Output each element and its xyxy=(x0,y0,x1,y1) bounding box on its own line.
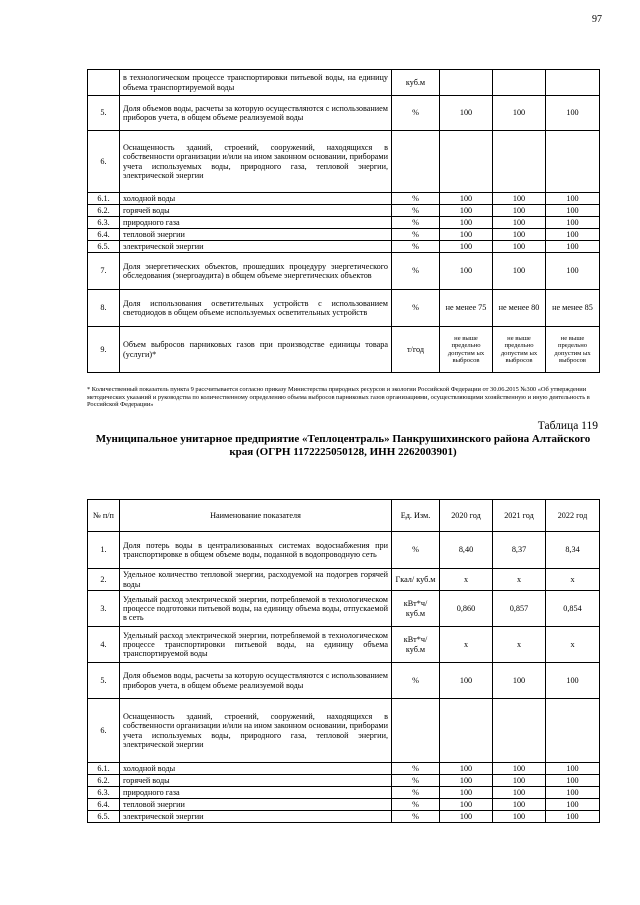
table-row xyxy=(88,787,600,799)
value-2021 xyxy=(493,131,546,193)
value-2022: 100 xyxy=(546,229,600,241)
table-row xyxy=(88,811,600,823)
unit-cell: % xyxy=(392,799,440,811)
table-row xyxy=(88,569,600,591)
value-2022: 100 xyxy=(546,193,600,205)
table-row xyxy=(88,217,600,229)
row-number: 6.4. xyxy=(88,799,120,811)
value-2022: х xyxy=(546,569,600,591)
value-2020: 100 xyxy=(440,205,493,217)
table-title: Муниципальное унитарное предприятие «Теплоцентраль» Панкрушихинского района Алтайского края (ОГРН 1172225050128, ИНН 2262003901) xyxy=(95,433,591,458)
value-2021: 100 xyxy=(493,241,546,253)
value-2020: 100 xyxy=(440,787,493,799)
value-2021: 100 xyxy=(493,763,546,775)
unit-cell: т/год xyxy=(392,327,440,373)
value-2020: 0,860 xyxy=(440,591,493,627)
value-2022: 8,34 xyxy=(546,532,600,569)
row-number: 6. xyxy=(88,131,120,193)
page-number: 97 xyxy=(592,14,602,25)
table-row xyxy=(88,775,600,787)
value-2022: 100 xyxy=(546,241,600,253)
table-row xyxy=(88,591,600,627)
unit-cell: % xyxy=(392,775,440,787)
value-2022: не выше предельно допустим ых выбросов xyxy=(546,327,600,373)
value-2021: 100 xyxy=(493,193,546,205)
value-2020: не выше предельно допустим ых выбросов xyxy=(440,327,493,373)
indicator-name: электрической энергии xyxy=(120,811,392,823)
value-2021: 100 xyxy=(493,253,546,290)
value-2020: х xyxy=(440,627,493,663)
unit-cell: % xyxy=(392,96,440,131)
row-number: 3. xyxy=(88,591,120,627)
unit-cell: % xyxy=(392,532,440,569)
indicator-name: горячей воды xyxy=(120,205,392,217)
row-number: 6.1. xyxy=(88,763,120,775)
unit-cell: % xyxy=(392,205,440,217)
value-2021: 100 xyxy=(493,787,546,799)
value-2020: не менее 75 xyxy=(440,290,493,327)
indicator-name: холодной воды xyxy=(120,763,392,775)
value-2020: 100 xyxy=(440,193,493,205)
value-2022 xyxy=(546,70,600,96)
indicator-name: Доля объемов воды, расчеты за которую осуществляются с использованием приборов учета, в общем объеме реализуемой воды xyxy=(120,96,392,131)
value-2022 xyxy=(546,699,600,763)
unit-cell xyxy=(392,699,440,763)
indicator-name: Доля энергетических объектов, прошедших процедуру энергетического обследования (энергоаудита) в общем объеме энергетических объектов xyxy=(120,253,392,290)
header-2021: 2021 год xyxy=(493,500,546,532)
value-2020: 100 xyxy=(440,811,493,823)
indicator-name: Удельный расход электрической энергии, потребляемой в технологическом процессе подготовки питьевой воды, на единицу объема воды, отпускаемой в сеть xyxy=(120,591,392,627)
value-2021: 100 xyxy=(493,811,546,823)
value-2021: 100 xyxy=(493,663,546,699)
table-row xyxy=(88,193,600,205)
row-number: 6.3. xyxy=(88,787,120,799)
unit-cell: % xyxy=(392,217,440,229)
table-row xyxy=(88,699,600,763)
unit-cell: % xyxy=(392,241,440,253)
unit-cell: % xyxy=(392,663,440,699)
table-row xyxy=(88,663,600,699)
table-caption: Таблица 119 xyxy=(537,420,598,432)
value-2020: 100 xyxy=(440,241,493,253)
value-2021 xyxy=(493,70,546,96)
value-2020 xyxy=(440,699,493,763)
unit-cell: куб.м xyxy=(392,70,440,96)
value-2021: 100 xyxy=(493,799,546,811)
table-row xyxy=(88,253,600,290)
row-number: 6.5. xyxy=(88,811,120,823)
value-2022: 100 xyxy=(546,663,600,699)
indicator-name: Удельное количество тепловой энергии, расходуемой на подогрев горячей воды xyxy=(120,569,392,591)
table-header-row xyxy=(88,500,600,532)
indicator-name: в технологическом процессе транспортировки питьевой воды, на единицу объема транспортируемой воды xyxy=(120,70,392,96)
value-2022: 100 xyxy=(546,205,600,217)
value-2022: 100 xyxy=(546,775,600,787)
indicator-name: Объем выбросов парниковых газов при производстве единицы товара (услуги)* xyxy=(120,327,392,373)
value-2020: 100 xyxy=(440,799,493,811)
value-2021: 100 xyxy=(493,775,546,787)
table-row xyxy=(88,70,600,96)
unit-cell: % xyxy=(392,290,440,327)
row-number: 6.4. xyxy=(88,229,120,241)
row-number: 4. xyxy=(88,627,120,663)
value-2020: 100 xyxy=(440,775,493,787)
indicator-name: природного газа xyxy=(120,787,392,799)
value-2021: 100 xyxy=(493,96,546,131)
value-2022 xyxy=(546,131,600,193)
value-2020: 100 xyxy=(440,217,493,229)
value-2021: х xyxy=(493,569,546,591)
value-2021 xyxy=(493,699,546,763)
indicator-name: Доля использования осветительных устройств с использованием светодиодов в общем объеме используемых осветительных устройств xyxy=(120,290,392,327)
value-2022: 100 xyxy=(546,217,600,229)
value-2020: 100 xyxy=(440,763,493,775)
indicator-name: холодной воды xyxy=(120,193,392,205)
value-2020: х xyxy=(440,569,493,591)
value-2022: 100 xyxy=(546,96,600,131)
table-row xyxy=(88,532,600,569)
footnote: * Количественный показатель пункта 9 рассчитывается согласно приказу Министерства природных ресурсов и экологии Российской Федерации от 30.06.2015 №300 «Об утверждении методических указаний и руководства по количественному определению объема выбросов парниковых газов организациями, осуществляющими хозяйственную и иную деятельность в Российской Федерации» xyxy=(87,386,590,409)
row-number: 6.2. xyxy=(88,205,120,217)
indicator-name: Удельный расход электрической энергии, потребляемой в технологическом процессе транспортировки питьевой воды, на единицу объема транспортируемой воды xyxy=(120,627,392,663)
indicator-name: электрической энергии xyxy=(120,241,392,253)
table-row xyxy=(88,290,600,327)
unit-cell: кВт*ч/ куб.м xyxy=(392,591,440,627)
indicator-name: горячей воды xyxy=(120,775,392,787)
value-2022: 0,854 xyxy=(546,591,600,627)
table-row xyxy=(88,799,600,811)
value-2022: не менее 85 xyxy=(546,290,600,327)
unit-cell: Гкал/ куб.м xyxy=(392,569,440,591)
header-name: Наименование показателя xyxy=(120,500,392,532)
value-2021: 8,37 xyxy=(493,532,546,569)
value-2020 xyxy=(440,70,493,96)
indicator-name: Оснащенность зданий, строений, сооружений, находящихся в собственности организации и/или на ином законном основании, приборами учета используемых воды, природного газа, тепловой энергии, электрической энергии xyxy=(120,699,392,763)
row-number: 2. xyxy=(88,569,120,591)
value-2020: 100 xyxy=(440,253,493,290)
unit-cell: % xyxy=(392,193,440,205)
value-2021: 100 xyxy=(493,205,546,217)
indicator-name: природного газа xyxy=(120,217,392,229)
table-row xyxy=(88,627,600,663)
row-number: 1. xyxy=(88,532,120,569)
row-number: 5. xyxy=(88,663,120,699)
value-2020: 100 xyxy=(440,229,493,241)
value-2021: х xyxy=(493,627,546,663)
value-2021: 0,857 xyxy=(493,591,546,627)
indicator-name: тепловой энергии xyxy=(120,229,392,241)
value-2021: не выше предельно допустим ых выбросов xyxy=(493,327,546,373)
value-2022: 100 xyxy=(546,763,600,775)
row-number: 9. xyxy=(88,327,120,373)
unit-cell: % xyxy=(392,763,440,775)
indicator-name: Доля потерь воды в централизованных системах водоснабжения при транспортировке в общем объеме воды, поданной в водопроводную сеть xyxy=(120,532,392,569)
row-number: 6.2. xyxy=(88,775,120,787)
row-number: 5. xyxy=(88,96,120,131)
value-2022: х xyxy=(546,627,600,663)
value-2020: 100 xyxy=(440,663,493,699)
value-2022: 100 xyxy=(546,799,600,811)
table-row xyxy=(88,96,600,131)
indicator-name: Доля объемов воды, расчеты за которую осуществляются с использованием приборов учета, в общем объеме реализуемой воды xyxy=(120,663,392,699)
value-2020 xyxy=(440,131,493,193)
table-row xyxy=(88,327,600,373)
row-number: 6.1. xyxy=(88,193,120,205)
table-row xyxy=(88,229,600,241)
value-2020: 100 xyxy=(440,96,493,131)
value-2021: 100 xyxy=(493,229,546,241)
indicator-name: тепловой энергии xyxy=(120,799,392,811)
row-number: 6.3. xyxy=(88,217,120,229)
indicator-name: Оснащенность зданий, строений, сооружений, находящихся в собственности организации и/или на ином законном основании, приборами учета используемых воды, природного газа, тепловой энергии, электрической энергии xyxy=(120,131,392,193)
indicators-table-continued xyxy=(87,69,600,373)
unit-cell xyxy=(392,131,440,193)
header-num: № п/п xyxy=(88,500,120,532)
table-row xyxy=(88,205,600,217)
table-row xyxy=(88,241,600,253)
row-number: 6. xyxy=(88,699,120,763)
header-2020: 2020 год xyxy=(440,500,493,532)
value-2022: 100 xyxy=(546,811,600,823)
value-2020: 8,40 xyxy=(440,532,493,569)
unit-cell: кВт*ч/ куб.м xyxy=(392,627,440,663)
row-number: 6.5. xyxy=(88,241,120,253)
value-2022: 100 xyxy=(546,253,600,290)
value-2022: 100 xyxy=(546,787,600,799)
indicators-table-119 xyxy=(87,499,600,823)
unit-cell: % xyxy=(392,253,440,290)
unit-cell: % xyxy=(392,811,440,823)
table-row xyxy=(88,763,600,775)
unit-cell: % xyxy=(392,229,440,241)
value-2021: не менее 80 xyxy=(493,290,546,327)
header-2022: 2022 год xyxy=(546,500,600,532)
row-number xyxy=(88,70,120,96)
row-number: 8. xyxy=(88,290,120,327)
row-number: 7. xyxy=(88,253,120,290)
unit-cell: % xyxy=(392,787,440,799)
header-unit: Ед. Изм. xyxy=(392,500,440,532)
table-row xyxy=(88,131,600,193)
value-2021: 100 xyxy=(493,217,546,229)
